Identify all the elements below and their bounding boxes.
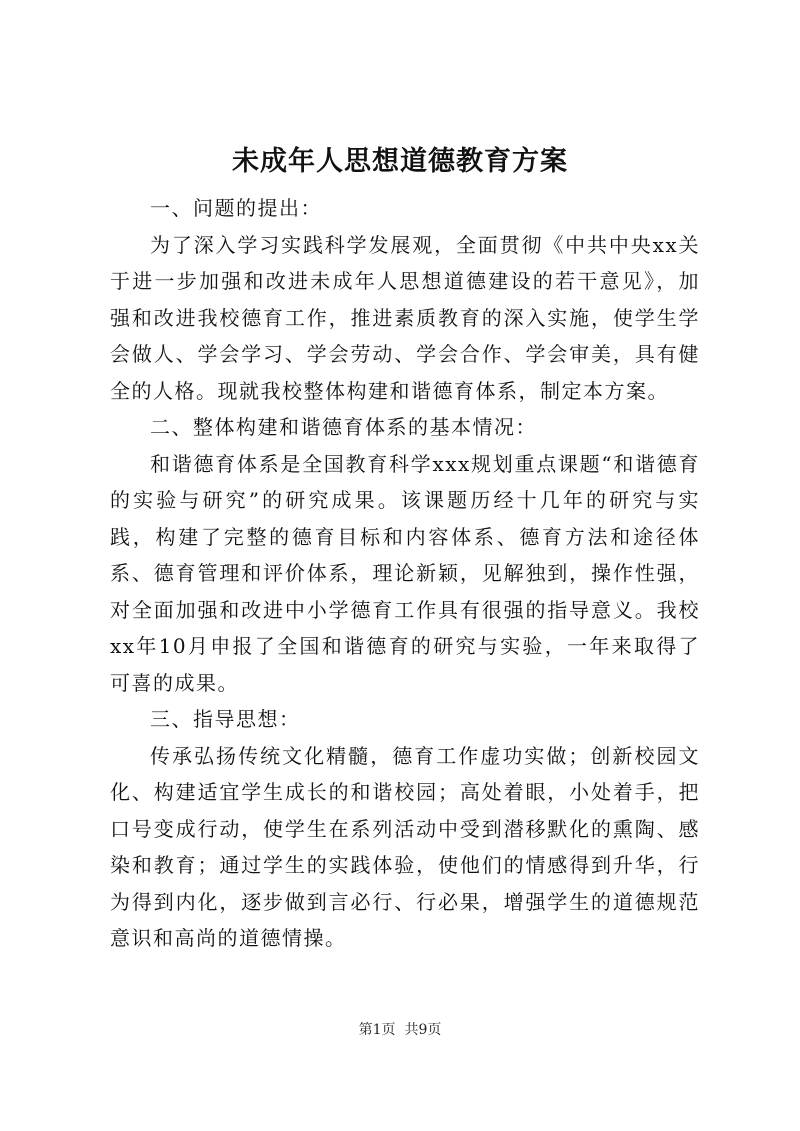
document-body — [110, 190, 700, 957]
document-title: 未成年人思想道德教育方案 — [232, 146, 568, 177]
section-heading-1: 一、问题的提出： — [150, 196, 322, 220]
section-heading-3: 三、指导思想： — [150, 707, 301, 731]
page-footer — [0, 1020, 800, 1040]
paragraph-1: 为了深入学习实践科学发展观，全面贯彻《中共中央xx关于进一步加强和改进未成年人思想道德建设的若干意见》，加强和改进我校德育工作，推进素质教育的深入实施，使学生学会做人、学会学习、学会劳动、学会合作、学会审美，具有健全的人格。现就我校整体构建和谐德育体系，制定本方案。 — [110, 232, 700, 403]
paragraph-3: 传承弘扬传统文化精髓，德育工作虚功实做；创新校园文化、构建适宜学生成长的和谐校园；高处着眼，小处着手，把口号变成行动，使学生在系列活动中受到潜移默化的熏陶、感染和教育；通过学生的实践体验，使他们的情感得到升华，行为得到内化，逐步做到言必行、行必果，增强学生的道德规范意识和高尚的道德情操。 — [110, 743, 700, 950]
section-heading-2: 二、整体构建和谐德育体系的基本情况： — [150, 415, 537, 439]
page-number: 第1页 共9页 — [358, 1022, 442, 1038]
paragraph-2: 和谐德育体系是全国教育科学xxx规划重点课题“和谐德育的实验与研究”的研究成果。该课题历经十几年的研究与实践，构建了完整的德育目标和内容体系、德育方法和途径体系、德育管理和评价体系，理论新颖，见解独到，操作性强，对全面加强和改进中小学德育工作具有很强的指导意义。我校xx年10月申报了全国和谐德育的研究与实验，一年来取得了可喜的成果。 — [110, 451, 700, 695]
